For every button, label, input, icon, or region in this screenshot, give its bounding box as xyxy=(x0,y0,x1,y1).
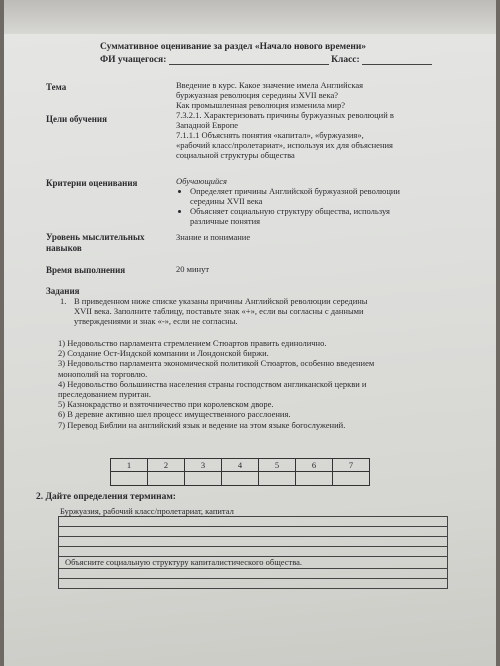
cause-item: 5) Казнокрадство и взяточничество при королевском дворе. xyxy=(58,399,274,410)
answer-input-cell[interactable] xyxy=(222,472,259,486)
skills-label-line: Уровень мыслительных xyxy=(46,232,145,242)
criteria-block xyxy=(176,176,416,226)
task2-terms: Буржуазия, рабочий класс/пролетариат, капитал xyxy=(60,506,234,516)
skills-label-line: навыков xyxy=(46,243,82,253)
criteria-item: • Объясняет социальную структуру общества, используя различные понятия xyxy=(190,206,416,226)
answer-line[interactable] xyxy=(58,526,448,536)
goals-line: 7.1.1.1 Объяснять понятия «капитал», «буржуазия», xyxy=(176,130,364,140)
goals-label: Цели обучения xyxy=(46,114,107,124)
cause-item: 6) В деревне активно шел процесс имущественного расслоения. xyxy=(58,409,291,420)
answer-line[interactable] xyxy=(58,546,448,556)
time-label: Время выполнения xyxy=(46,265,126,275)
skills-text: Знание и понимание xyxy=(176,232,251,242)
answer-input-cell[interactable] xyxy=(185,472,222,486)
student-name-row xyxy=(100,55,432,65)
student-label: ФИ учащегося: xyxy=(100,55,167,65)
goals-line: 7.3.2.1. Характеризовать причины буржуазных революций в xyxy=(176,110,394,120)
definitions-answer-box xyxy=(58,516,448,589)
answer-number-cell: 7 xyxy=(333,459,370,472)
answer-input-cell[interactable] xyxy=(259,472,296,486)
answer-input-cell[interactable] xyxy=(296,472,333,486)
answer-number-cell: 1 xyxy=(111,459,148,472)
topic-line: Как промышленная революция изменила мир? xyxy=(176,100,345,110)
task1-line: В приведенном ниже списке указаны причины Английской революции середины xyxy=(74,296,368,306)
goals-line: Западной Европе xyxy=(176,120,239,130)
answer-number-cell: 3 xyxy=(185,459,222,472)
answer-line[interactable] xyxy=(58,568,448,578)
answer-table-header-row xyxy=(111,459,370,472)
task1-line: XVII века. Заполните таблицу, поставьте знак «+», если вы согласны с данными xyxy=(74,306,364,316)
criteria-heading: Обучающийся xyxy=(176,176,228,186)
causes-list xyxy=(58,338,374,430)
class-field[interactable] xyxy=(362,64,432,65)
answer-input-cell[interactable] xyxy=(333,472,370,486)
answer-table-input-row xyxy=(111,472,370,486)
cause-item: 3) Недовольство парламента экономической политикой Стюартов, особенно введением xyxy=(58,358,375,369)
answer-line[interactable] xyxy=(58,536,448,546)
worksheet-title: Суммативное оценивание за раздел «Начало нового времени» xyxy=(100,42,367,52)
topic-line: Введение в курс. Какое значение имела Английская xyxy=(176,80,364,90)
skills-label xyxy=(46,232,145,254)
cause-item: 2) Создание Ост-Индской компании и Лондонской биржи. xyxy=(58,348,269,359)
tasks-heading: Задания xyxy=(46,286,80,296)
answer-table xyxy=(110,458,370,486)
topic-label: Тема xyxy=(46,82,67,92)
task2-title: 2. Дайте определения терминам: xyxy=(36,492,176,502)
goals-line: «рабочий класс/пролетариат», используя их для объяснения xyxy=(176,140,393,150)
page-shadow xyxy=(4,0,496,34)
cause-item: 1) Недовольство парламента стремлением Стюартов править единолично. xyxy=(58,338,327,348)
topic-line: буржуазная революция середины XVII века? xyxy=(176,90,339,100)
answer-line[interactable] xyxy=(58,578,448,589)
task1-line: утверждениями и знак «-», если не согласны. xyxy=(74,316,238,326)
task1-instructions xyxy=(74,296,368,326)
cause-item: 4) Недовольство большинства населения страны господством англиканской церкви и xyxy=(58,378,367,389)
answer-number-cell: 6 xyxy=(296,459,333,472)
answer-line[interactable] xyxy=(58,516,448,526)
time-text: 20 минут xyxy=(176,264,210,274)
criteria-label: Критерии оценивания xyxy=(46,178,138,188)
class-label: Класс: xyxy=(331,55,360,65)
topic-text xyxy=(176,80,363,110)
cause-item: монополий на торговлю. xyxy=(58,368,148,379)
cause-item: преследованием пуритан. xyxy=(58,389,151,400)
criteria-list xyxy=(176,186,416,226)
task1-number: 1. xyxy=(60,296,67,306)
cause-item: 7) Перевод Библии на английский язык и ведение на этом языке богослужений. xyxy=(58,419,346,430)
student-name-field[interactable] xyxy=(169,64,329,65)
answer-input-cell[interactable] xyxy=(148,472,185,486)
answer-number-cell: 2 xyxy=(148,459,185,472)
goals-text xyxy=(176,110,394,160)
worksheet-page xyxy=(4,0,496,666)
goals-line: социальной структуры общества xyxy=(176,150,295,160)
task2-explain: Объясните социальную структуру капиталистического общества. xyxy=(58,556,448,568)
answer-input-cell[interactable] xyxy=(111,472,148,486)
answer-number-cell: 5 xyxy=(259,459,296,472)
criteria-item: • Определяет причины Английской буржуазной революции середины XVII века xyxy=(190,186,416,206)
answer-number-cell: 4 xyxy=(222,459,259,472)
